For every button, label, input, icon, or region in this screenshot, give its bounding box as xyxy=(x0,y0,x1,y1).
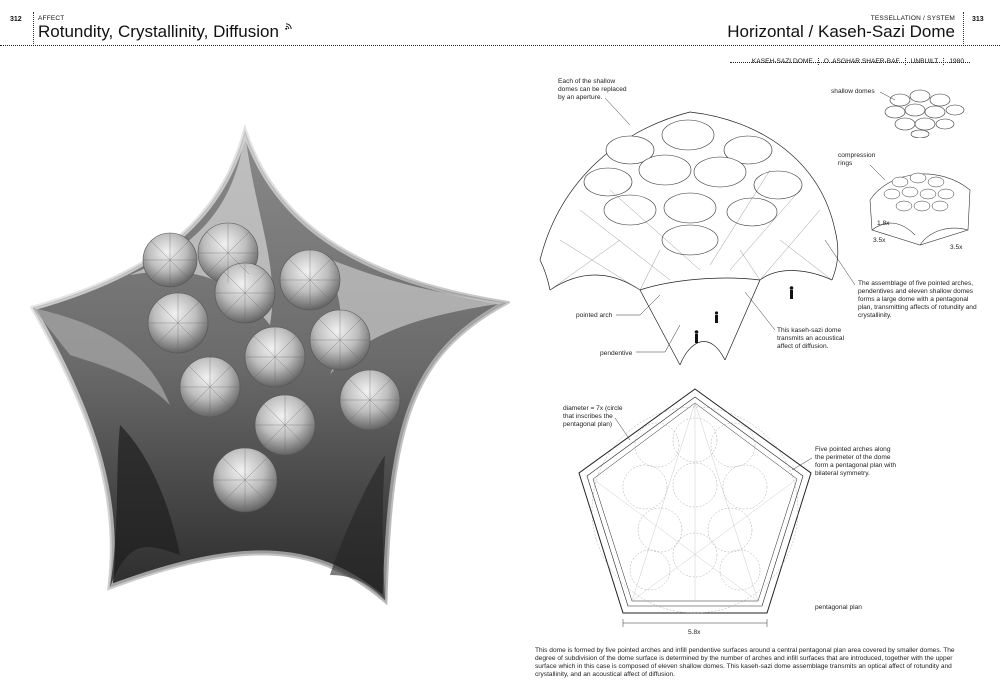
meta-architect: O. ASGHAR SHAER-BAF xyxy=(818,58,905,65)
meta-project: KASEH-SAZI DOME xyxy=(751,58,813,65)
meta-year: 1980 xyxy=(943,58,969,65)
annotation-assemblage: The assemblage of five pointed arches, pendentives and eleven shallow domes forms a large dome with a pentagonal plan, transmitting affects of rotundity and crystallinity. xyxy=(858,280,977,319)
header-divider-left xyxy=(33,12,34,44)
right-page-number: 313 xyxy=(972,16,984,23)
dim-label-1-8x: 1.8x xyxy=(877,220,890,227)
dome-render-image xyxy=(30,125,510,605)
left-section-label: AFFECT xyxy=(38,15,65,22)
plan-dim-label: 5.8x xyxy=(688,629,701,636)
left-page-title xyxy=(38,22,293,42)
annotation-compression-rings: compression rings xyxy=(838,152,876,167)
dim-label-3-5x-a: 3.5x xyxy=(873,237,886,244)
annotation-pendentive: pendentive xyxy=(600,350,633,357)
meta-rule xyxy=(730,62,970,63)
annotation-pentagonal-plan: pentagonal plan xyxy=(815,604,862,611)
annotation-diffusion: This kaseh-sazi dome transmits an acoustical affect of diffusion. xyxy=(777,327,845,350)
header-divider-right xyxy=(963,12,964,44)
dim-label-3-5x-b: 3.5x xyxy=(950,244,963,251)
right-section-label: TESSELLATION / SYSTEM xyxy=(870,15,955,22)
right-page-title: Horizontal / Kaseh-Sazi Dome xyxy=(727,22,955,41)
header-rule xyxy=(0,45,1000,46)
annotation-aperture: Each of the shallow domes can be replaced by an aperture. xyxy=(558,78,627,101)
shallow-domes-diagram xyxy=(870,88,970,138)
wifi-icon xyxy=(285,22,293,30)
left-title-text: Rotundity, Crystallinity, Diffusion xyxy=(38,22,279,41)
left-page-number: 312 xyxy=(10,16,22,23)
annotation-pointed-arch: pointed arch xyxy=(576,312,613,319)
body-paragraph: This dome is formed by five pointed arches and infill pendentive surfaces around a central pentagonal plan area covered by smaller domes. The degree of subdivision of the dome surface is determined by the number of arches and infill surfaces that are introduced, together with the upper surface which in this case is composed of eleven shallow domes. This kaseh-sazi dome assemblage transmits an optical affect of rotundity and crystallinity, and an acoustical affect of diffusion. xyxy=(535,647,955,678)
annotation-shallow-domes: shallow domes xyxy=(831,88,875,95)
meta-status: UNBUILT xyxy=(905,58,944,65)
annotation-five-arches: Five pointed arches along the perimeter of the dome form a pentagonal plan with bilateral symmetry. xyxy=(815,446,897,477)
project-meta xyxy=(747,50,969,68)
annotation-diameter: diameter = 7x (circle that inscribes the pentagonal plan) xyxy=(563,405,623,428)
